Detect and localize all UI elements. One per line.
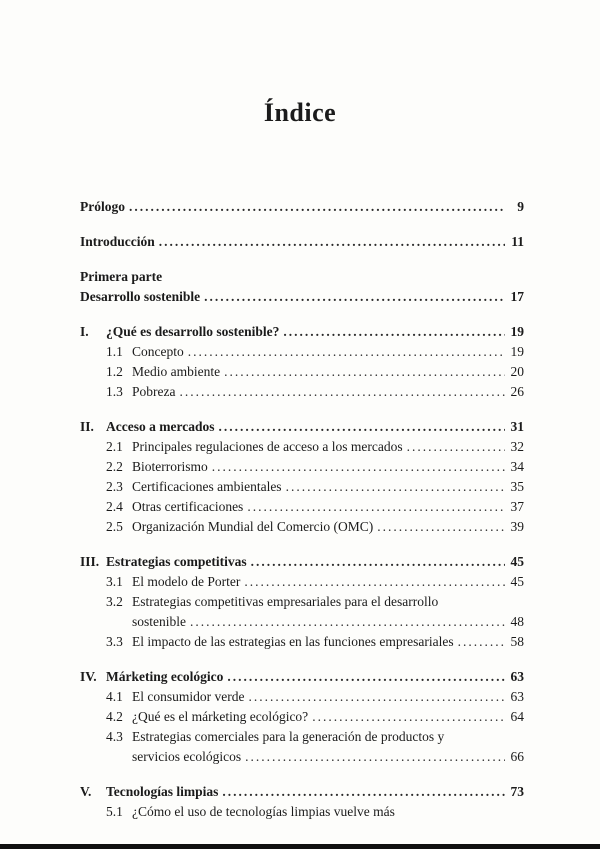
toc-entry: [80, 287, 524, 307]
toc-entry: [80, 382, 524, 402]
toc-entry: [80, 572, 524, 592]
toc-entry-number: I.: [80, 324, 89, 339]
dot-leader: [247, 497, 505, 517]
table-of-contents: [80, 197, 524, 822]
toc-entry-page: 63: [510, 689, 524, 704]
toc-entry-page: 20: [510, 364, 524, 379]
toc-entry-number: V.: [80, 784, 92, 799]
toc-entry-number: 4.2: [106, 709, 123, 724]
dot-leader: [222, 782, 505, 802]
toc-entry: [80, 592, 524, 612]
toc-entry: [80, 197, 524, 217]
toc-entry: [80, 707, 524, 727]
dot-leader: [212, 457, 505, 477]
toc-entry: [80, 632, 524, 652]
toc-entry-page: 39: [510, 519, 524, 534]
toc-entry-page: 37: [510, 499, 524, 514]
toc-entry: [80, 437, 524, 457]
toc-entry: [80, 782, 524, 802]
dot-leader: [244, 572, 505, 592]
toc-entry: [80, 727, 524, 747]
toc-entry: [80, 517, 524, 537]
toc-entry-label: Desarrollo sostenible: [80, 289, 201, 304]
dot-leader: [129, 197, 505, 217]
toc-entry-label: ¿Qué es desarrollo sostenible?: [106, 324, 280, 339]
toc-entry-page: 9: [517, 199, 524, 214]
toc-entry: [80, 342, 524, 362]
toc-entry: [80, 322, 524, 342]
dot-leader: [248, 687, 505, 707]
toc-entry: [80, 362, 524, 382]
dot-leader: [251, 552, 505, 572]
toc-entry-page: 34: [510, 459, 524, 474]
toc-entry: [80, 457, 524, 477]
toc-entry-number: 1.2: [106, 364, 123, 379]
toc-entry-label: Otras certificaciones: [132, 499, 244, 514]
scan-edge-artifact: [0, 844, 600, 849]
toc-entry-page: 63: [510, 669, 524, 684]
toc-entry-label: Pobreza: [132, 384, 176, 399]
toc-entry-number: 3.3: [106, 634, 123, 649]
toc-entry-page: 45: [510, 574, 524, 589]
toc-entry: [80, 477, 524, 497]
toc-entry-page: 45: [510, 554, 524, 569]
toc-entry-label: El impacto de las estrategias en las funciones empresariales: [132, 634, 454, 649]
dot-leader: [407, 437, 505, 457]
dot-leader: [286, 477, 505, 497]
toc-entry-page: 11: [511, 234, 524, 249]
toc-entry-label: El modelo de Porter: [132, 574, 241, 589]
toc-entry-label: Primera parte: [80, 269, 163, 284]
toc-entry-label: Concepto: [132, 344, 184, 359]
dot-leader: [179, 382, 505, 402]
toc-entry: [80, 417, 524, 437]
toc-entry-label: Medio ambiente: [132, 364, 221, 379]
toc-entry-number: 2.5: [106, 519, 123, 534]
toc-entry-label: Acceso a mercados: [106, 419, 215, 434]
toc-entry-number: 2.3: [106, 479, 123, 494]
toc-entry-number: 5.1: [106, 804, 123, 819]
toc-entry-page: 31: [510, 419, 524, 434]
toc-entry-page: 19: [510, 344, 524, 359]
toc-entry-label: Introducción: [80, 234, 155, 249]
toc-part-heading: [80, 267, 524, 287]
toc-entry-number: 3.1: [106, 574, 123, 589]
dot-leader: [312, 707, 505, 727]
dot-leader: [458, 632, 505, 652]
dot-leader: [224, 362, 505, 382]
toc-entry-label: servicios ecológicos: [132, 749, 242, 764]
toc-entry-label: Certificaciones ambientales: [132, 479, 282, 494]
dot-leader: [283, 322, 505, 342]
toc-entry-number: IV.: [80, 669, 97, 684]
dot-leader: [218, 417, 505, 437]
toc-entry-page: 32: [510, 439, 524, 454]
toc-entry-label: Márketing ecológico: [106, 669, 224, 684]
toc-entry-label: Estrategias competitivas empresariales para el desarrollo: [132, 594, 439, 609]
toc-entry-number: 4.3: [106, 729, 123, 744]
toc-entry: [80, 232, 524, 252]
toc-entry-page: 66: [510, 749, 524, 764]
toc-entry-label: Tecnologías limpias: [106, 784, 219, 799]
toc-entry: [80, 552, 524, 572]
toc-entry-label: El consumidor verde: [132, 689, 245, 704]
toc-entry-label: Bioterrorismo: [132, 459, 208, 474]
toc-entry-page: 73: [510, 784, 524, 799]
toc-entry: [80, 497, 524, 517]
toc-entry-page: 48: [510, 614, 524, 629]
toc-entry-number: 2.4: [106, 499, 123, 514]
toc-entry-number: 2.1: [106, 439, 123, 454]
dot-leader: [190, 612, 505, 632]
toc-entry-page: 19: [510, 324, 524, 339]
toc-entry-page: 64: [510, 709, 524, 724]
toc-entry-continuation: [80, 747, 524, 767]
toc-entry-number: 1.3: [106, 384, 123, 399]
dot-leader: [204, 287, 505, 307]
toc-entry-label: ¿Qué es el márketing ecológico?: [132, 709, 309, 724]
toc-entry-number: II.: [80, 419, 94, 434]
dot-leader: [159, 232, 505, 252]
toc-entry-number: 3.2: [106, 594, 123, 609]
toc-entry-label: ¿Cómo el uso de tecnologías limpias vuelve más: [132, 804, 395, 819]
toc-entry-number: 1.1: [106, 344, 123, 359]
toc-entry: [80, 667, 524, 687]
toc-entry: [80, 687, 524, 707]
toc-entry-label: Prólogo: [80, 199, 125, 214]
toc-entry-page: 26: [510, 384, 524, 399]
dot-leader: [227, 667, 505, 687]
toc-entry-number: 4.1: [106, 689, 123, 704]
dot-leader: [377, 517, 505, 537]
toc-entry-page: 58: [510, 634, 524, 649]
toc-entry-label: sostenible: [132, 614, 186, 629]
page-title: Índice: [263, 98, 337, 127]
toc-entry-page: 35: [510, 479, 524, 494]
toc-entry-label: Organización Mundial del Comercio (OMC): [132, 519, 374, 534]
toc-entry-label: Estrategias comerciales para la generación de productos y: [132, 729, 445, 744]
dot-leader: [245, 747, 505, 767]
toc-entry-label: Estrategias competitivas: [106, 554, 247, 569]
dot-leader: [188, 342, 505, 362]
toc-entry-continuation: [80, 612, 524, 632]
toc-entry-page: 17: [510, 289, 524, 304]
toc-entry-number: 2.2: [106, 459, 123, 474]
toc-entry-number: III.: [80, 554, 100, 569]
toc-entry-label: Principales regulaciones de acceso a los mercados: [132, 439, 403, 454]
toc-entry: [80, 802, 524, 822]
